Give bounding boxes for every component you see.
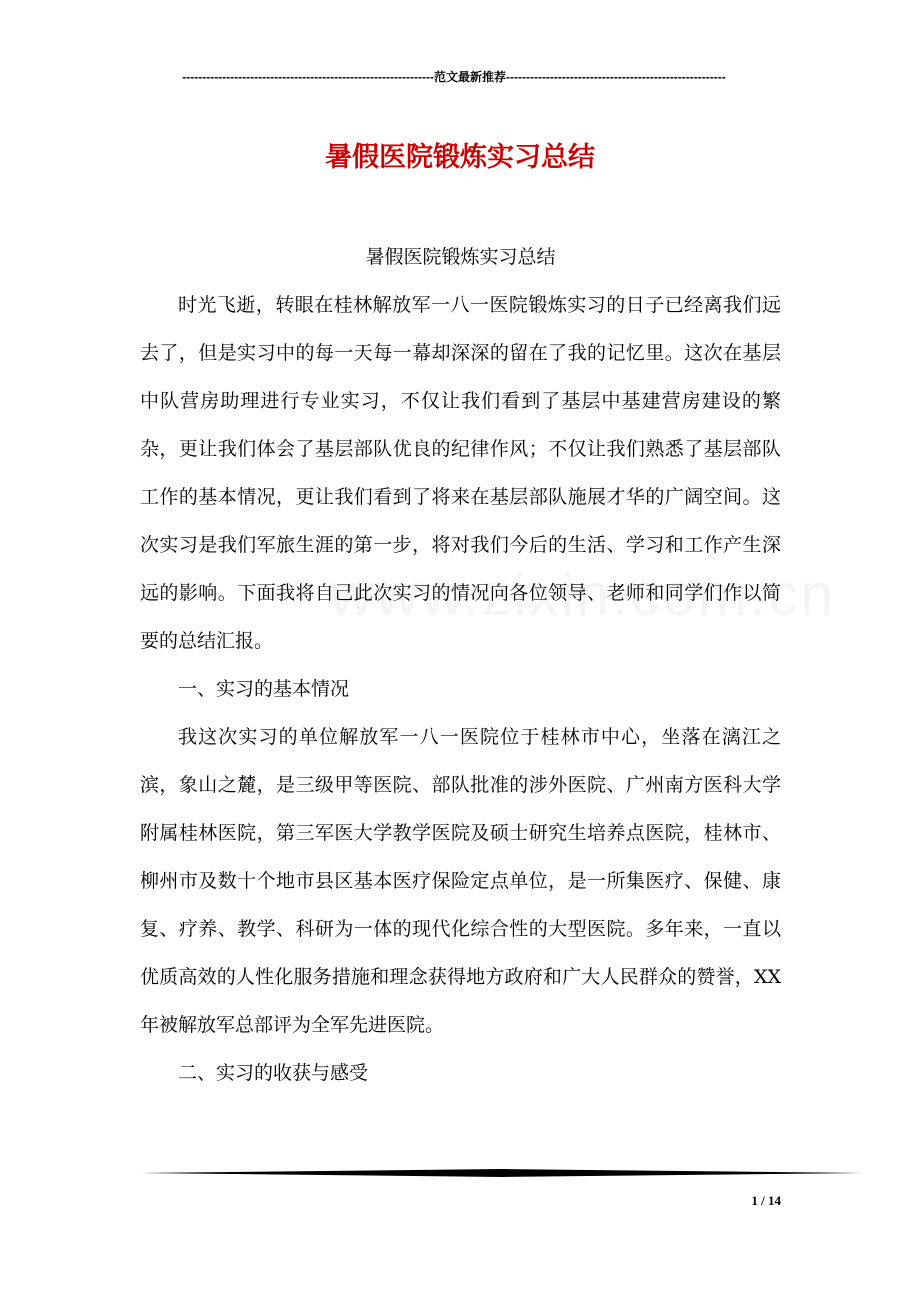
- footer-divider: [140, 1162, 864, 1184]
- body-paragraph: 我这次实习的单位解放军一八一医院位于桂林市中心，坐落在漓江之滨，象山之麓，是三级甲等医院、部队批准的涉外医院、广州南方医科大学附属桂林医院，第三军医大学教学医院及硕士研究生培养点医院，桂林市、柳州市及数十个地市县区基本医疗保险定点单位，是一所集医疗、保健、康复、疗养、教学、科研为一体的现代化综合性的大型医院。多年来，一直以优质高效的人性化服务措施和理念获得地方政府和广大人民群众的赞誉，XX年被解放军总部评为全军先进医院。: [140, 726, 781, 1036]
- document-subtitle: 暑假医院锻炼实习总结: [365, 246, 556, 268]
- section-heading: 一、实习的基本情况: [178, 678, 350, 700]
- body-paragraph: 时光飞逝，转眼在桂林解放军一八一医院锻炼实习的日子已经离我们远去了，但是实习中的每一天每一幕却深深的留在了我的记忆里。这次在基层中队营房助理进行专业实习，不仅让我们看到了基层中基建营房建设的繁杂，更让我们体会了基层部队优良的纪律作风；不仅让我们熟悉了基层部队工作的基本情况，更让我们看到了将来在基层部队施展才华的广阔空间。这次实习是我们军旅生涯的第一步，将对我们今后的生活、学习和工作产生深远的影响。下面我将自己此次实习的情况向各位领导、老师和同学们作以简要的总结汇报。: [140, 294, 781, 652]
- header-banner: ---------------------------------------------------------------范文最新推荐-------------------------------------------------------: [182, 70, 726, 84]
- document-body: [140, 233, 781, 1097]
- document-title: 暑假医院锻炼实习总结: [325, 142, 595, 174]
- page-number: 1 / 14: [751, 1193, 781, 1208]
- section-heading: 二、实习的收获与感受: [178, 1062, 369, 1084]
